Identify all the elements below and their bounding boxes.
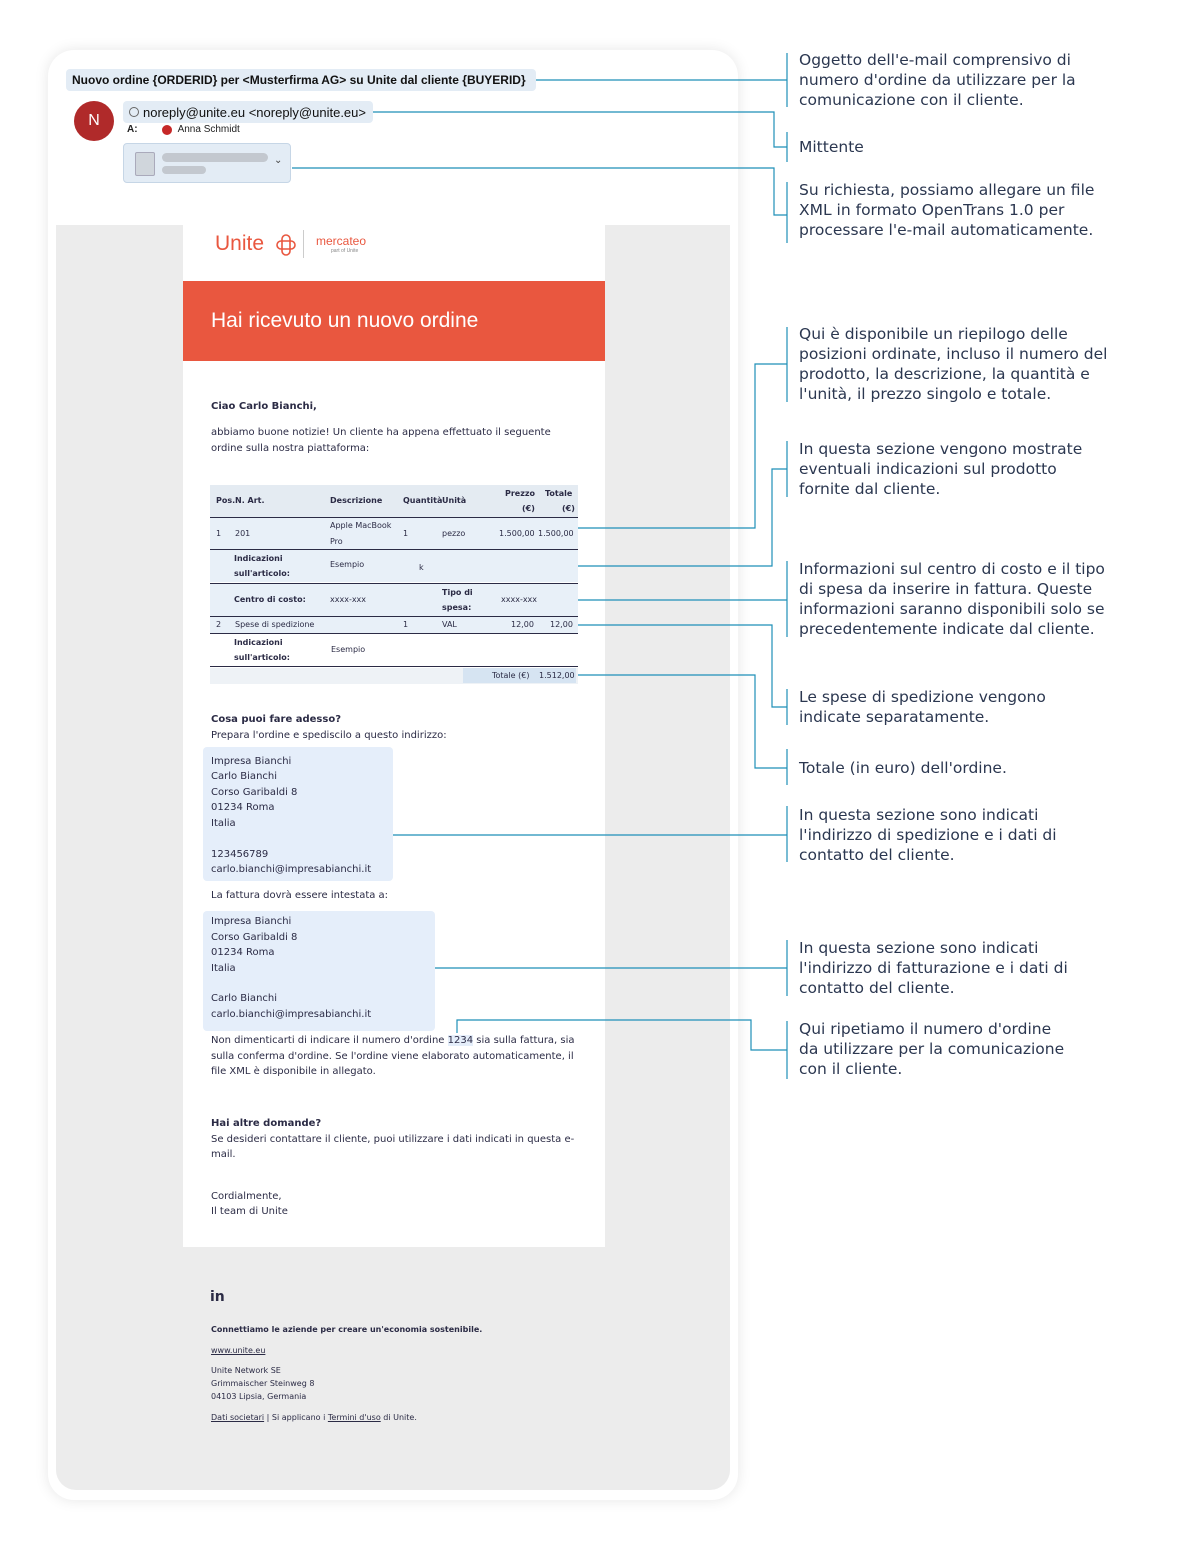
callout-line-order-number — [457, 1020, 787, 1050]
bill-street: Corso Garibaldi 8 — [211, 932, 298, 943]
col-total: Totale — [545, 489, 573, 498]
order-note-line-3: file XML è disponibile in allegato. — [211, 1066, 376, 1077]
bill-country: Italia — [211, 963, 236, 974]
annotation-line: Mittente — [799, 138, 864, 156]
greeting: Ciao Carlo Bianchi, — [211, 401, 317, 412]
recipient-name[interactable]: Anna Schmidt — [177, 124, 240, 135]
callout-line-shipping-cost — [578, 625, 787, 707]
callout-line-sender — [373, 112, 787, 147]
expense-type-label-2: spesa: — [442, 603, 472, 612]
row1-qty: 1 — [403, 529, 409, 538]
footer-company: Unite Network SE — [211, 1366, 281, 1375]
footer-tagline: Connettiamo le aziende per creare un'economia sostenibile. — [211, 1325, 483, 1334]
annotation-cost-center — [799, 559, 1105, 639]
terms-post: di Unite. — [383, 1413, 417, 1422]
total-label: Totale (€) — [492, 671, 530, 680]
row1-price: 1.500,00 — [499, 529, 535, 538]
row2-unit: VAL — [442, 620, 457, 629]
annotation-line: indicate separatamente. — [799, 708, 990, 726]
annotation-table — [799, 324, 1107, 404]
annotation-line: In questa sezione vengono mostrate — [799, 440, 1083, 458]
annotation-line: Qui ripetiamo il numero d'ordine — [799, 1020, 1052, 1038]
note1-label-2: sull'articolo: — [234, 569, 290, 578]
invoice-intro: La fattura dovrà essere intestata a: — [211, 890, 389, 901]
terms-pre: Si applicano i — [271, 1413, 326, 1422]
annotation-line: fornite dal cliente. — [799, 480, 941, 498]
annotation-line: eventuali indicazioni sul prodotto — [799, 460, 1057, 478]
annotation-order-number — [799, 1019, 1064, 1079]
ship-country: Italia — [211, 818, 236, 829]
footer-city: 04103 Lipsia, Germania — [211, 1392, 307, 1401]
annotation-line: XML in formato OpenTrans 1.0 per — [799, 201, 1065, 219]
annotation-line: di spesa da inserire in fattura. Queste — [799, 580, 1093, 598]
annotation-line: Informazioni sul centro di costo e il tipo — [799, 560, 1105, 578]
annotation-line: numero d'ordine da utilizzare per la — [799, 71, 1076, 89]
row2-price: 12,00 — [511, 620, 534, 629]
order-note-post: sia sulla fattura, sia — [476, 1035, 575, 1046]
questions-heading: Hai altre domande? — [211, 1118, 322, 1129]
annotation-line: l'indirizzo di spedizione e i dati di — [799, 826, 1057, 844]
row2-qty: 1 — [403, 620, 409, 629]
annotation-ship-address — [799, 805, 1057, 865]
annotation-line: processare l'e-mail automaticamente. — [799, 221, 1094, 239]
legal-link[interactable]: Dati societari — [211, 1413, 265, 1422]
annotation-total — [799, 758, 1007, 778]
annotation-subject — [799, 50, 1076, 110]
mercateo-logo: mercateo — [316, 234, 367, 248]
email-subject: Nuovo ordine {ORDERID} per <Musterfirma AG> su Unite dal cliente {BUYERID} — [66, 69, 536, 91]
col-qty: Quantità — [403, 496, 443, 505]
bill-name: Carlo Bianchi — [211, 993, 278, 1004]
annotation-line: l'indirizzo di fatturazione e i dati di — [799, 959, 1068, 977]
sender-avatar: N — [74, 101, 114, 141]
annotation-shipping-cost — [799, 687, 1046, 727]
note2-value: Esempio — [331, 645, 366, 654]
ship-phone: 123456789 — [211, 849, 269, 860]
col-pos: Pos. — [216, 496, 236, 505]
annotation-line: Le spese di spedizione vengono — [799, 688, 1046, 706]
sender-address: noreply@unite.eu <noreply@unite.eu> — [143, 104, 366, 120]
bill-company: Impresa Bianchi — [211, 916, 292, 927]
col-total-unit: (€) — [562, 504, 575, 513]
ship-email[interactable]: carlo.bianchi@impresabianchi.it — [211, 864, 372, 875]
order-note-pre: Non dimenticarti di indicare il numero d'ordine — [211, 1035, 445, 1046]
closing-line-2: Il team di Unite — [211, 1206, 288, 1217]
intro-line-1: abbiamo buone notizie! Un cliente ha appena effettuato il seguente — [211, 427, 551, 438]
callout-line-attachment — [292, 168, 787, 215]
note1-extra: k — [419, 563, 424, 572]
col-desc: Descrizione — [330, 496, 383, 505]
bill-email[interactable]: carlo.bianchi@impresabianchi.it — [211, 1009, 372, 1020]
annotation-bill-address — [799, 938, 1068, 998]
questions-line-2: mail. — [211, 1149, 236, 1160]
annotation-line: prodotto, la descrizione, la quantità e — [799, 365, 1090, 383]
cost-center-value: xxxx-xxx — [330, 595, 367, 604]
closing-line-1: Cordialmente, — [211, 1191, 282, 1202]
callout-line-notes — [578, 469, 787, 566]
annotation-line: informazioni saranno disponibili solo se — [799, 600, 1105, 618]
row1-total: 1.500,00 — [538, 529, 574, 538]
ship-name: Carlo Bianchi — [211, 771, 278, 782]
cost-center-label: Centro di costo: — [234, 595, 306, 604]
annotation-line: precedentemente indicate dal cliente. — [799, 620, 1095, 638]
annotation-line: contatto del cliente. — [799, 979, 955, 997]
ship-street: Corso Garibaldi 8 — [211, 787, 298, 798]
footer-separator: | — [266, 1413, 270, 1422]
linkedin-icon[interactable]: in — [210, 1289, 225, 1305]
col-price: Prezzo — [505, 489, 536, 498]
row2-total: 12,00 — [550, 620, 573, 629]
row1-desc: Apple MacBook — [330, 521, 392, 530]
terms-link[interactable]: Termini d'uso — [327, 1413, 381, 1422]
order-number: 1234 — [447, 1035, 474, 1046]
footer-street: Grimmaischer Steinweg 8 — [211, 1379, 315, 1388]
annotation-line: contatto del cliente. — [799, 846, 955, 864]
annotation-line: In questa sezione sono indicati — [799, 939, 1039, 957]
expense-type-label: Tipo di — [442, 588, 473, 597]
row1-desc-2: Pro — [330, 537, 343, 546]
row2-pos: 2 — [216, 620, 222, 629]
row1-pos: 1 — [216, 529, 222, 538]
annotation-line: con il cliente. — [799, 1060, 903, 1078]
banner-title: Hai ricevuto un nuovo ordine — [211, 309, 479, 332]
col-art: N. Art. — [235, 496, 265, 505]
order-note-line-2: sulla conferma d'ordine. Se l'ordine viene elaborato automaticamente, il — [211, 1051, 574, 1062]
annotation-line: da utilizzare per la comunicazione — [799, 1040, 1065, 1058]
expense-type-value: xxxx-xxx — [501, 595, 538, 604]
total-value: 1.512,00 — [539, 671, 575, 680]
bill-city: 01234 Roma — [211, 947, 275, 958]
annotation-line: Oggetto dell'e-mail comprensivo di — [799, 51, 1071, 69]
annotation-line: comunicazione con il cliente. — [799, 91, 1024, 109]
mercateo-subtitle: part of Unite — [331, 248, 359, 254]
next-steps-text: Prepara l'ordine e spediscilo a questo indirizzo: — [211, 730, 447, 741]
annotation-line: l'unità, il prezzo singolo e totale. — [799, 385, 1052, 403]
annotation-line: Su richiesta, possiamo allegare un file — [799, 181, 1095, 199]
note2-label-2: sull'articolo: — [234, 653, 290, 662]
chevron-down-icon[interactable]: ⌄ — [274, 155, 283, 166]
annotation-line: In questa sezione sono indicati — [799, 806, 1039, 824]
callout-line-table — [578, 364, 787, 528]
note1-value: Esempio — [330, 560, 365, 569]
ship-company: Impresa Bianchi — [211, 756, 292, 767]
next-steps-heading: Cosa puoi fare adesso? — [211, 714, 342, 725]
row1-unit: pezzo — [442, 529, 466, 538]
website-link[interactable]: www.unite.eu — [211, 1346, 266, 1355]
annotation-line: Qui è disponibile un riepilogo delle — [799, 325, 1068, 343]
callout-line-total — [578, 675, 787, 768]
note2-label: Indicazioni — [234, 638, 283, 647]
row1-art: 201 — [235, 529, 251, 538]
to-label: A: — [127, 124, 138, 135]
annotation-line: posizioni ordinate, incluso il numero del — [799, 345, 1108, 363]
note1-label: Indicazioni — [234, 554, 283, 563]
intro-line-2: ordine sulla nostra piattaforma: — [211, 443, 370, 454]
col-unit: Unità — [442, 496, 467, 505]
unite-logo: Unite — [215, 232, 265, 255]
annotation-notes — [799, 439, 1082, 499]
annotation-attachment — [799, 180, 1094, 240]
annotation-line: Totale (in euro) dell'ordine. — [799, 759, 1007, 777]
questions-line-1: Se desideri contattare il cliente, puoi utilizzare i dati indicati in questa e- — [211, 1134, 575, 1145]
ship-city: 01234 Roma — [211, 802, 275, 813]
row2-desc: Spese di spedizione — [235, 620, 315, 629]
col-price-unit: (€) — [522, 504, 535, 513]
annotation-sender — [799, 137, 864, 157]
